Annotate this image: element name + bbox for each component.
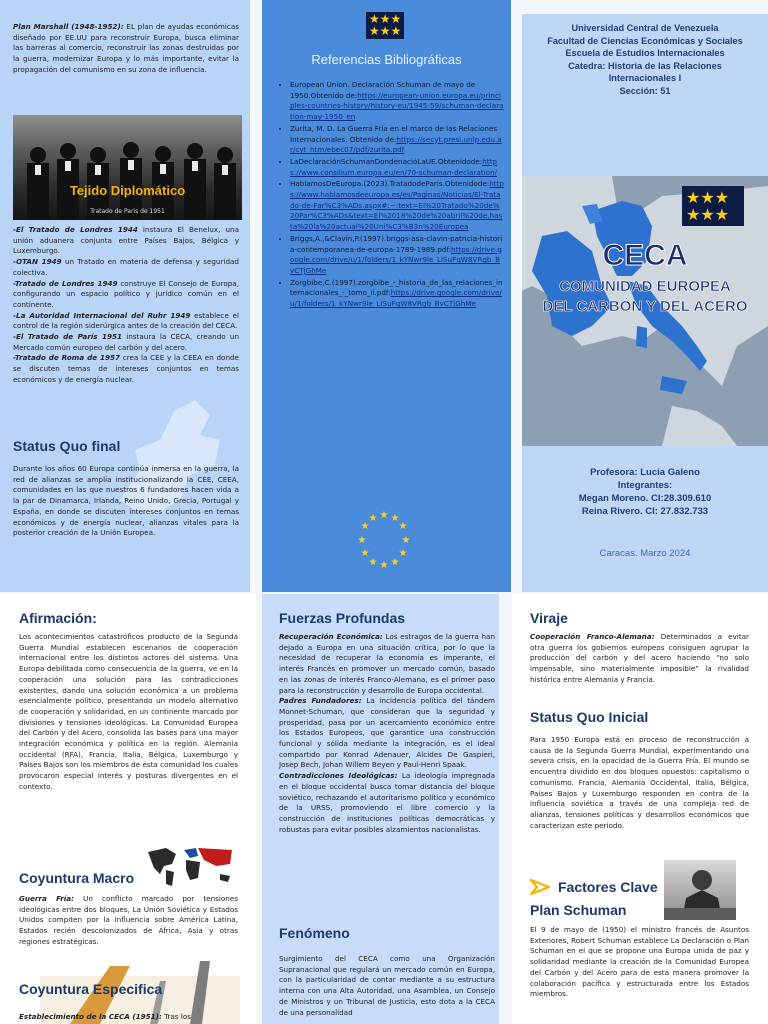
treaty-item: -El Tratado de Londres 1944 instaura El Benelux, una unión aduanera conjunta entre Países Bajos, Bélgica y Luxemburgo. xyxy=(13,225,239,256)
svg-text:★: ★ xyxy=(368,557,378,568)
section: Sección: 51 xyxy=(619,85,671,96)
svg-text:★: ★ xyxy=(398,521,408,532)
reference-link[interactable]: https://drive.google.com/drive/u/1/folders/1_kYNwr9le_LlSuFqW8VRgb_BvCTjGhMe xyxy=(290,288,502,309)
establecimiento-paragraph: Establecimiento de la CECA (1951): Tras los xyxy=(19,1012,191,1021)
plan-marshall-text: EL plan de ayudas económicas diseñado por EE.UU para reconstruir Europa, busca eliminar las barreras al comercio, reconstruir las zonas destruidas por la guerra, modernizar Europa y lo más importante, evitar la propagación del comunismo en su zona de influencia. xyxy=(13,22,239,74)
members-label: Integrantes: xyxy=(617,480,673,491)
coyuntura-especifica-title: Coyuntura Especifica xyxy=(19,981,163,997)
reference-item: • Zurita, M. D. La Guerra Fría en el marco de las Relaciones Internacionales. Obtenido de:https://secyt.presi.unlp.edu.ar/cyt_htm/ebec07/pdf/zurita.pdf xyxy=(290,124,504,156)
status-quo-final-title: Status Quo final xyxy=(13,438,121,454)
treaty-list xyxy=(13,225,239,386)
fenomeno-text: Surgimiento del CECA como una Organización Supranacional que regulará un mercado común en Europa, con la particularidad de contar mediante a su estructura interna con una Alta Autoridad, una Asamblea, un Consejo de Ministros y un Tribunal de Justicia, esto dota a la CECA de una personalidad xyxy=(279,954,495,1017)
treaty-photo xyxy=(13,115,242,220)
svg-text:★: ★ xyxy=(401,535,411,546)
status-quo-inicial-title: Status Quo Inicial xyxy=(530,709,649,725)
svg-text:★: ★ xyxy=(390,513,400,524)
reference-link[interactable]: https://european-union.europa.eu/principles-countries-history/history-eu/1945-59/schuman-declaration-may-1950_en xyxy=(290,90,504,122)
viraje-title: Viraje xyxy=(530,610,568,626)
cooperacion-paragraph: Cooperación Franco-Alemana: Determinados a evitar otra guerra los gobiernos europeos consiguen agrupar la producción del carbón y del acero haciendo “no solo impensable, sino materialmente imposible” la rivalidad histórica entre Alemania y Francia. xyxy=(530,632,749,684)
panel-deep-forces xyxy=(262,594,499,1024)
status-quo-inicial-text: Para 1950 Europa está en proceso de reconstrucción a causa de la Segunda Guerra Mundial, experimentando una severa crisis, en la opacidad de la Guerra Fría. El mundo se encuentra dividido en dos bloques opuestos: capitalismo o comunismo. Francia, Alemania Occidental, Italia, Bélgica, Países Bajos y Luxemburgo responden en contra de la influencia soviética a través de una compleja red de alianzas, tensiones políticas y desarrollos económicos que caracterizan este periodo. xyxy=(530,735,749,830)
arrow-icon xyxy=(530,879,550,895)
eu-star-ring-icon xyxy=(352,508,416,572)
europe-map xyxy=(522,176,768,446)
fuerza-item: Contradicciones Ideológicas: La ideología impregnada en el bloque occidental busca tomar distancia del bloque soviético, rechazando el autoritarismo político y económico de la URSS, promoviendo el libre comercio y la construcción de instituciones políticas democráticas y robustas para evitar posibles alzamientos nacionalistas. xyxy=(279,771,495,834)
star-icon: ★★★ xyxy=(686,205,730,224)
svg-text:★: ★ xyxy=(368,513,378,524)
treaty-item: -OTAN 1949 un Tratado en materia de defensa y seguridad colectiva. xyxy=(13,257,239,277)
plan-marshall-label: Plan Marshall (1948-1952): xyxy=(13,22,124,31)
schuman-photo xyxy=(664,860,736,920)
factores-title: Factores Clave xyxy=(558,879,658,895)
university-name: Universidad Central de Venezuela xyxy=(571,23,719,33)
photo-title: Tejido Diplomático xyxy=(69,183,186,198)
fuerza-item: Padres Fundadores: La incidencia política del tándem Monnet-Schuman, que consideran que la seguridad y prosperidad, pasa por un acercamiento económico entre los Estados Europeos, que garantice una construcción funcional y sólida mediante la integración, es el ideal compartido por Konrad Adenauer, Alcides De Gaspieri, Josep Bech, Johan Willem Beyen y Paul-Henri Spaak. xyxy=(279,696,495,770)
treaty-item: -Tratado de Londres 1949 construye El Consejo de Europa, configurando un espacio político y jurídico común en el continente. xyxy=(13,278,239,309)
reference-list xyxy=(276,80,504,311)
member-2: Reina Rivero. CI: 27.832.733 xyxy=(581,506,709,517)
svg-text:★: ★ xyxy=(379,560,389,571)
svg-text:★: ★ xyxy=(360,521,370,532)
coyuntura-macro-title: Coyuntura Macro xyxy=(19,870,135,886)
reference-item: • HablamosDeEuropa.(2023).TratadodeParis.Obtenidode:https://www.hablamosdeeuropa.es/es/Paginas/Noticias/El-Tratado-de-Par%C3%ADs.aspx#:~:text=El%20Tratado%20de%20Par%C3%ADs&text=El%2018%20de%20abril%20de,hasta%20la%20actual%20Uni%C3%B3n%20Europea xyxy=(290,179,504,233)
eu-stars-badge xyxy=(366,12,404,39)
panel-turning-point xyxy=(512,594,768,1024)
star-icon: ★★★ xyxy=(686,188,730,207)
panel-affirmation xyxy=(0,594,256,1024)
member-1: Megan Moreno. CI:28.309.610 xyxy=(578,493,712,504)
fuerzas-title: Fuerzas Profundas xyxy=(279,610,406,626)
panel-references xyxy=(262,0,511,592)
references-title: Referencias Bibliográficas xyxy=(311,52,462,67)
plan-schuman-title: Plan Schuman xyxy=(530,902,627,918)
cover-subtitle1: COMUNIDAD EUROPEA xyxy=(559,278,731,295)
school-name: Escuela de Estudios Internacionales xyxy=(565,48,725,58)
panel-cover xyxy=(522,14,768,592)
plan-schuman-text: El 9 de mayo de (1950) el ministro francés de Asuntos Exteriores, Robert Schuman establece La Declaración o Plan Schuman en el que se propone una Europa unida de paz y solidaridad mediante la creación de la Comunidad Europea del Carbón y del Acero para de esta manera promover la colaboración pacífica y estructurada entre los Estados miembros. xyxy=(530,925,749,999)
schuman-silhouette xyxy=(664,860,736,920)
treaty-item: -Tratado de Roma de 1957 crea la CEE y la CEEA en donde se discuten temas de intereses conjuntos en temas económicos y de energía nuclear. xyxy=(13,353,239,384)
professor: Profesora: Lucia Galeno xyxy=(590,467,700,478)
eu-stars-badge xyxy=(682,186,744,226)
cover-title: CECA xyxy=(602,239,688,272)
svg-text:★: ★ xyxy=(357,535,367,546)
photo-caption: Tratado de Paris de 1951 xyxy=(90,208,165,215)
afirmacion-text: Los acontecimientos catastróficos producto de la Segunda Guerra Mundial establecen escenarios de cooperación internacional entre los distintos actores del sistema. Una Europa debilitada como consecuencia de la guerra, ve en la cooperación una solución para las contradicciones existentes, dando una solución económica a un problema esencialmente político, presentando un modelo alternativo de cooperación y solidaridad, en un continente marcado por divisiones y tensiones ideológicas. La Comunidad Europea del Carbón y del Acero, consolida las bases para una mayor integración económica y política en la región. Alemania occidental (RFA), Francia, Italia, Bélgica, Luxemburgo y Países Bajos son los miembros de esta comunidad los cuales provocaron especial interés y posturas divergentes en el contexto. xyxy=(19,632,238,791)
svg-text:★: ★ xyxy=(390,557,400,568)
delegates-silhouettes xyxy=(13,115,242,220)
reference-item: • LaDeclaraciónSchumanDondenacióLaUE.Obtenidode:https://www.consilium.europa.eu/en/70-schuman-declaration/ xyxy=(290,157,504,178)
fuerzas-list xyxy=(279,632,495,835)
reference-link[interactable]: https://www.consilium.europa.eu/en/70-schuman-declaration/ xyxy=(290,156,497,177)
status-quo-final-text: Durante los años 60 Europa continúa inmersa en la guerra, la red de alianzas se amplía institucionalizando la CEE, CEEA, comunidades en las que nuestros 6 fundadores hacen vida a la par de Dinamarca, Irlanda, Reino Unido, Grecia, Portugal y España, en donde se discuten intereses conjuntos en temas económicos y de energía nuclear, alianzas vitales para la posterior creación de la Unión Europea. xyxy=(13,464,239,538)
panel-history xyxy=(0,0,250,592)
cover-header xyxy=(522,22,768,97)
treaty-item: -El Tratado de París 1951 instaura la CECA, creando un Mercado común europeo del carbón y del acero. xyxy=(13,332,239,352)
fuerza-item: Recuperación Económica: Los estragos de la guerra han dejado a Europa en una situación crítica, por lo que la necesidad de recuperar la economía es imperante, el interés Francés en promover un mercado común, basado en las zonas de interés Franco-Alemana, es el primer paso para la reconstrucción y desarrollo de Europa occidental. xyxy=(279,632,496,695)
reference-item: • Briggs,A.,&Clavin,P.(1997).briggs-asa-clavin-patricia-historia-contemporanea-de-europa-1789-1989.pdf:https://drive.google.com/drive/u/1/folders/1_kYNwr9le_LlSuFqW8VRgb_BvCTjGhMe xyxy=(290,234,504,277)
svg-text:★: ★ xyxy=(360,548,370,559)
faculty-name: Facultad de Ciencias Económicas y Sociales xyxy=(547,35,743,46)
svg-text:★: ★ xyxy=(398,548,408,559)
subject-line2: Internacionales I xyxy=(608,73,682,83)
reference-item: • Zorgbibe,C.(1997).zorgbibe_-_historia_de_las_relaciones_internacionales_-_tomo_ii.pdf:https://drive.google.com/drive/u/1/folders/1_kYNwr9le_LlSuFqW8VRgb_BvCTjGhMe xyxy=(290,278,504,310)
treaty-item: -La Autoridad Internacional del Ruhr 1949 establece el control de la región siderúrgica antes de la creación del CECA. xyxy=(13,310,240,331)
subject-line1: Catedra: Historia de las Relaciones xyxy=(568,60,722,71)
reference-link[interactable]: https://www.hablamosdeeuropa.es/es/Paginas/Noticias/El-Tratado-de-Par%C3%ADs.aspx#:~:text=El%20Tratado%20de%20Par%C3%ADs&text=El%2018%20de%20abril%20de,hasta%20la%20actual%20Uni%C3%B3n%20Europea xyxy=(290,179,504,232)
reference-link[interactable]: https://drive.google.com/drive/u/1/folders/1_kYNwr9le_LlSuFqW8VRgb_BvCTjGhMe xyxy=(290,244,502,275)
world-map-image xyxy=(146,844,236,888)
star-icon: ★★★ xyxy=(369,12,402,26)
cover-subtitle2: DEL CARBÓN Y DEL ACERO xyxy=(542,298,748,315)
star-icon: ★★★ xyxy=(369,24,402,38)
place-date: Caracas. Marzo 2024 xyxy=(599,548,691,559)
reference-link[interactable]: https://secyt.presi.unlp.edu.ar/cyt_htm/ebec07/pdf/zurita.pdf xyxy=(290,134,502,155)
cover-authors xyxy=(522,466,768,518)
svg-text:★: ★ xyxy=(379,510,389,521)
afirmacion-title: Afirmación: xyxy=(19,610,97,626)
guerra-fria-paragraph: Guerra Fría: Un conflicto marcado por tensiones ideológicas entre dos bloques, La Unión Soviética y Estados Unidos compiten por la influencia sobre América Latina, Estados recién descolonizados de África, Asia y otras regiones estratégicas. xyxy=(19,894,238,946)
world-map-svg xyxy=(146,844,236,888)
reference-item: • European Union. Declaración Schuman de mayo de 1950.Obtenido de:https://european-union.europa.eu/principles-countries-history/history-eu/1945-59/schuman-declaration-may-1950_en xyxy=(290,80,504,123)
fenomeno-title: Fenómeno xyxy=(279,925,350,941)
